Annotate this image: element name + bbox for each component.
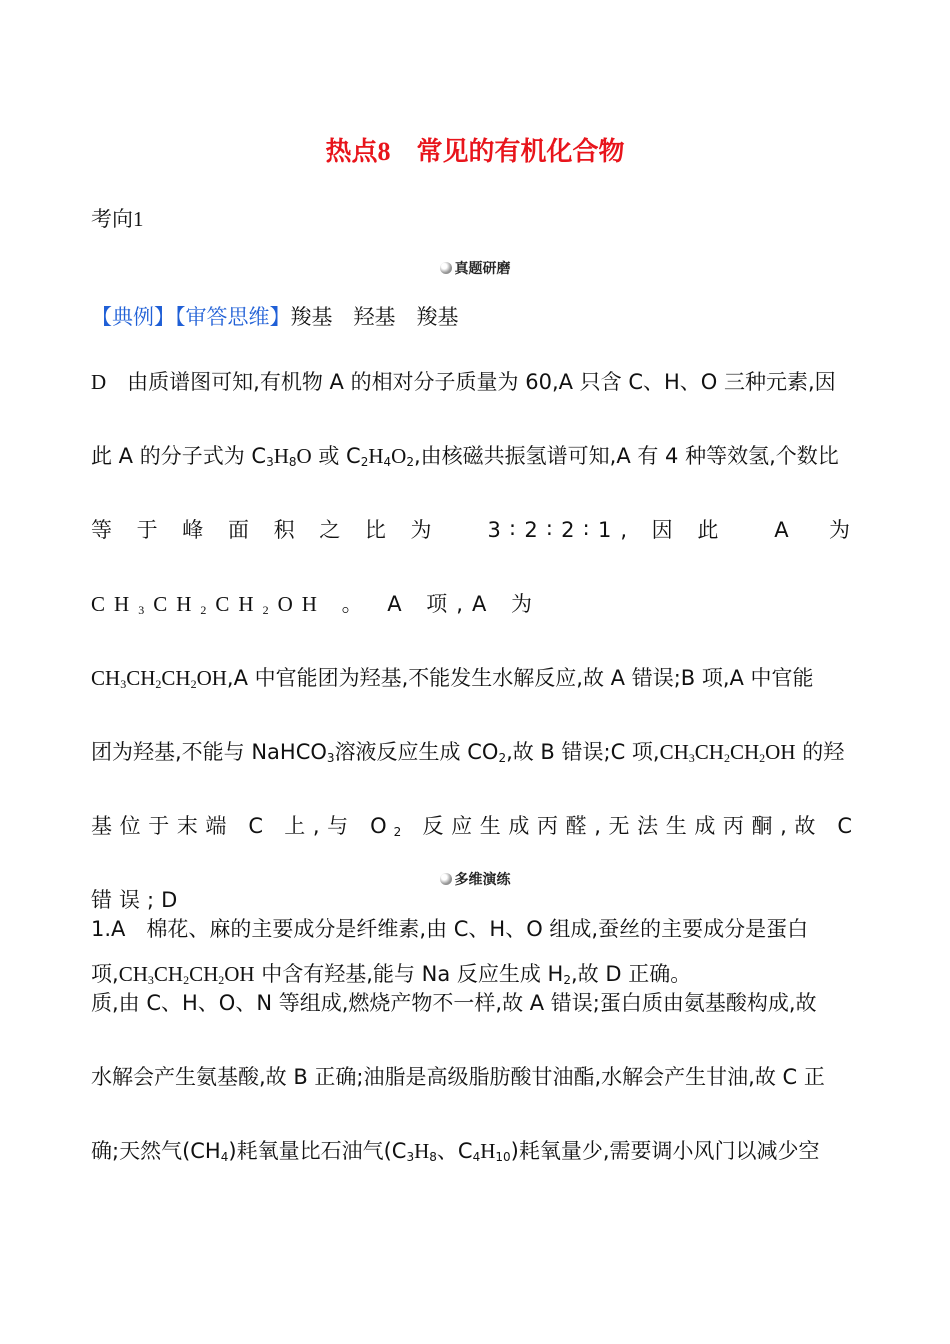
line-5: 团为羟基,不能与 NaHCO$_3$溶液反应生成 $CO_2$,故 B 错误;C 项$,CH_3CH_2CH_2OH$ 的羟 bbox=[91, 740, 845, 765]
example-answer: 羧基 羟基 羧基 bbox=[290, 305, 459, 329]
page-title: 热点8 常见的有机化合物 bbox=[325, 137, 625, 167]
section-header-zhenti: 真题研磨 bbox=[0, 258, 950, 278]
section-bullet-icon bbox=[440, 262, 452, 274]
line-6: 基位于末端 C 上,与 $O_2$ 反应生成丙醛,无法生成丙酮,故 C 错误;D bbox=[91, 814, 859, 912]
practice-paragraph bbox=[91, 892, 859, 1188]
analysis-tag: 【审答思维】 bbox=[175, 305, 291, 329]
example-line bbox=[91, 301, 459, 331]
line-3: 等于峰面积之比为 3∶2∶2∶1,因此 A 为 $CH_3CH_2CH_2OH$ 。 A 项,A 为 bbox=[91, 518, 859, 617]
q1-line-4: 确;天然气$(CH_4)$耗氧量比石油气($C_3H_8$、$C_4H_{10}$)耗氧量少,需要调小风门以减少空 bbox=[91, 1139, 820, 1164]
q1-line-1: 1.A 棉花、麻的主要成分是纤维素,由 C、H、O 组成,蚕丝的主要成分是蛋白 bbox=[91, 917, 809, 941]
q1-line-2: 质,由 C、H、O、N 等组成,燃烧产物不一样,故 A 错误;蛋白质由氨基酸构成,故 bbox=[91, 991, 817, 1015]
section-header-duowei: 多维演练 bbox=[0, 869, 950, 889]
q1-line-3: 水解会产生氨基酸,故 B 正确;油脂是高级脂肪酸甘油酯,水解会产生甘油,故 C 正 bbox=[91, 1065, 825, 1089]
line-4: $CH_3CH_2CH_2OH,A$ 中官能团为羟基,不能发生水解反应,故 A 错误;B 项,A 中官能 bbox=[91, 666, 814, 691]
example-tag: 【典例】 bbox=[91, 305, 175, 329]
line-1: D 由质谱图可知,有机物 A 的相对分子质量为 60,A 只含 C、H、O 三种元素,因 bbox=[91, 370, 836, 394]
line-7: 项$,CH_3CH_2CH_2OH$ 中含有羟基,能与 Na 反应生成 $H_2$,故 D 正确。 bbox=[91, 962, 692, 987]
section-bullet-icon bbox=[440, 873, 452, 885]
line-2: 此 A 的分子式为 $C_3H_8O$ 或 $C_2H_4O_2$,由核磁共振氢谱可知,A 有 4 种等效氢,个数比 bbox=[91, 444, 839, 469]
topic-heading: 考向1 bbox=[91, 207, 144, 231]
